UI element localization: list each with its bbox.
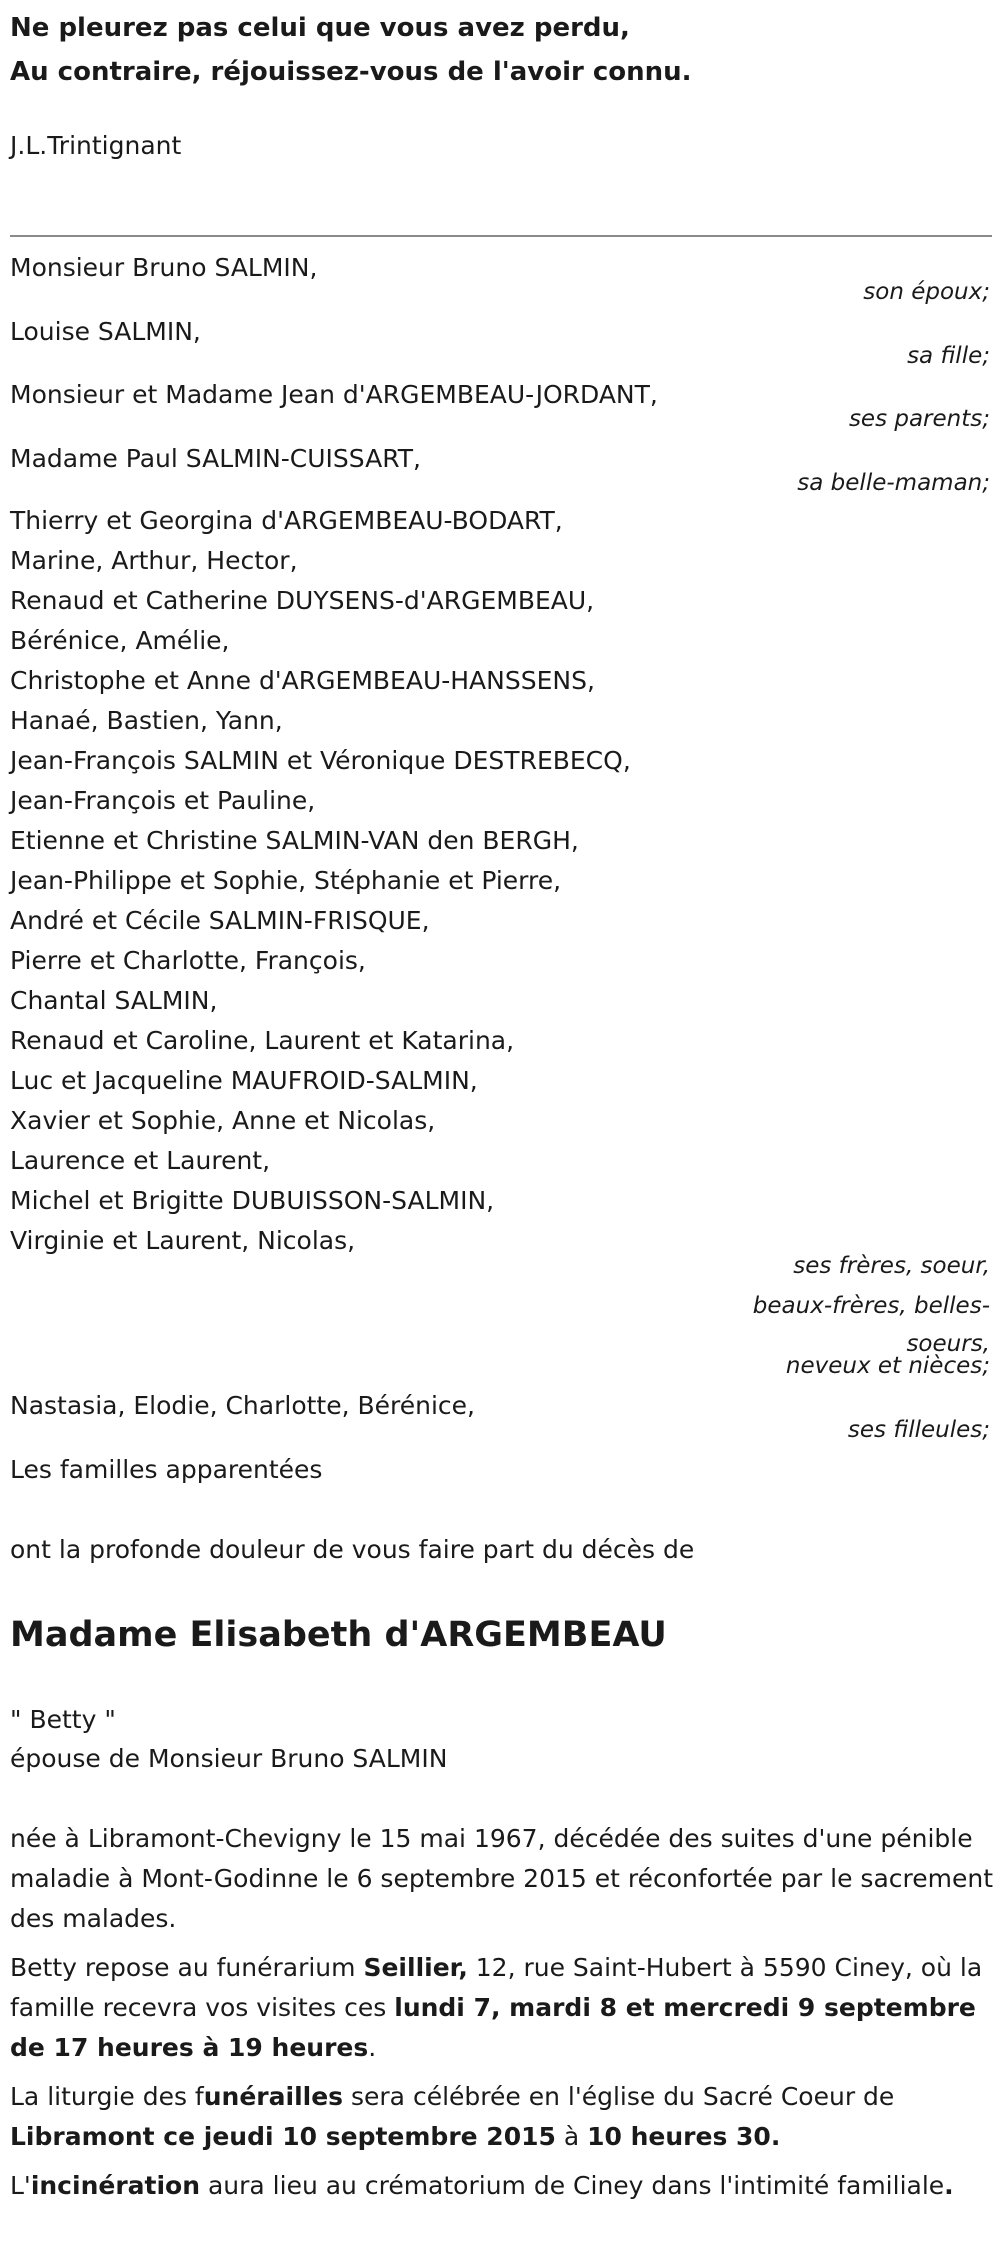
siblings-relation-line-1: ses frères, soeur, — [793, 1253, 990, 1279]
sibling-line: Luc et Jacqueline MAUFROID-SALMIN, — [10, 1066, 478, 1095]
funeral-text: sera célébrée en l'église du Sacré Coeur de — [343, 2082, 895, 2111]
cremation-paragraph — [10, 2166, 995, 2206]
family-member-relation: ses parents; — [848, 406, 990, 432]
sibling-line: Jean-François et Pauline, — [10, 786, 316, 815]
cremation-keyword: incinération — [30, 2171, 201, 2200]
siblings-relation-line-2: beaux-frères, belles- — [752, 1293, 990, 1319]
deceased-name: Madame Elisabeth d'ARGEMBEAU — [10, 1615, 667, 1655]
funeral-keyword: unérailles — [203, 2082, 344, 2111]
spouse-line: épouse de Monsieur Bruno SALMIN — [10, 1744, 448, 1773]
cremation-period: . — [944, 2171, 954, 2200]
siblings-relation-line-4: neveux et nièces; — [785, 1353, 990, 1379]
quote-author: J.L.Trintignant — [10, 131, 182, 160]
funeral-text: à — [555, 2122, 588, 2151]
relatives-line: Les familles apparentées — [10, 1455, 323, 1484]
sibling-line: Xavier et Sophie, Anne et Nicolas, — [10, 1106, 436, 1135]
sibling-line: Etienne et Christine SALMIN-VAN den BERGH, — [10, 826, 579, 855]
birth-death-paragraph: née à Libramont-Chevigny le 15 mai 1967, décédée des suites d'une pénible maladie à Mont-Godinne le 6 septembre 2015 et réconfortée par le sacrement des malades. — [10, 1824, 994, 1933]
sibling-line: Marine, Arthur, Hector, — [10, 546, 298, 575]
cremation-text: aura lieu au crématorium de Ciney dans l'intimité familiale — [200, 2171, 945, 2200]
divider — [10, 235, 992, 237]
announcement-line: ont la profonde douleur de vous faire part du décès de — [10, 1535, 695, 1564]
family-member-name: Madame Paul SALMIN-CUISSART, — [10, 444, 421, 473]
sibling-line: Pierre et Charlotte, François, — [10, 946, 366, 975]
visitation-dates: lundi 7, mardi 8 et mercredi 9 septembre de 17 heures à 19 heures — [10, 1993, 976, 2062]
sibling-line: Bérénice, Amélie, — [10, 626, 230, 655]
sibling-line: Jean-François SALMIN et Véronique DESTREBECQ, — [10, 746, 631, 775]
visitation-text: Betty repose au funérarium — [10, 1953, 364, 1982]
sibling-line: Christophe et Anne d'ARGEMBEAU-HANSSENS, — [10, 666, 595, 695]
sibling-line: Jean-Philippe et Sophie, Stéphanie et Pierre, — [10, 866, 562, 895]
sibling-line: Renaud et Caroline, Laurent et Katarina, — [10, 1026, 515, 1055]
funeral-text: La liturgie des f — [10, 2082, 204, 2111]
family-member-relation: sa fille; — [907, 343, 990, 369]
siblings-relation-line-3: soeurs, — [906, 1331, 990, 1357]
funeral-time: 10 heures 30. — [587, 2122, 781, 2151]
sibling-line: André et Cécile SALMIN-FRISQUE, — [10, 906, 430, 935]
sibling-line: Chantal SALMIN, — [10, 986, 218, 1015]
family-member-name: Monsieur Bruno SALMIN, — [10, 253, 318, 282]
sibling-line: Michel et Brigitte DUBUISSON-SALMIN, — [10, 1186, 495, 1215]
visitation-text: 12, rue Saint-Hubert à 5590 Ciney, où la famille recevra vos visites ces — [10, 1953, 983, 2022]
visitation-text: . — [368, 2033, 377, 2062]
sibling-line: Laurence et Laurent, — [10, 1146, 271, 1175]
family-member-relation: son époux; — [863, 279, 990, 305]
family-member-name: Louise SALMIN, — [10, 317, 201, 346]
epigraph-quote — [10, 6, 692, 94]
sibling-line: Hanaé, Bastien, Yann, — [10, 706, 283, 735]
funeral-date: Libramont ce jeudi 10 septembre 2015 — [10, 2122, 556, 2151]
funeral-home-name: Seillier, — [363, 1953, 468, 1982]
visitation-paragraph — [10, 1948, 995, 2068]
funeral-paragraph — [10, 2077, 995, 2157]
sibling-line: Renaud et Catherine DUYSENS-d'ARGEMBEAU, — [10, 586, 595, 615]
goddaughters-relation: ses filleules; — [847, 1417, 990, 1443]
sibling-line: Thierry et Georgina d'ARGEMBEAU-BODART, — [10, 506, 563, 535]
sibling-line: Virginie et Laurent, Nicolas, — [10, 1226, 356, 1255]
quote-line-1: Ne pleurez pas celui que vous avez perdu, — [10, 13, 630, 43]
quote-line-2: Au contraire, réjouissez-vous de l'avoir connu. — [10, 57, 692, 87]
nickname: " Betty " — [10, 1705, 116, 1734]
family-member-relation: sa belle-maman; — [797, 470, 990, 496]
goddaughters-names: Nastasia, Elodie, Charlotte, Bérénice, — [10, 1391, 476, 1420]
family-member-name: Monsieur et Madame Jean d'ARGEMBEAU-JORDANT, — [10, 380, 658, 409]
cremation-text: L' — [10, 2171, 31, 2200]
